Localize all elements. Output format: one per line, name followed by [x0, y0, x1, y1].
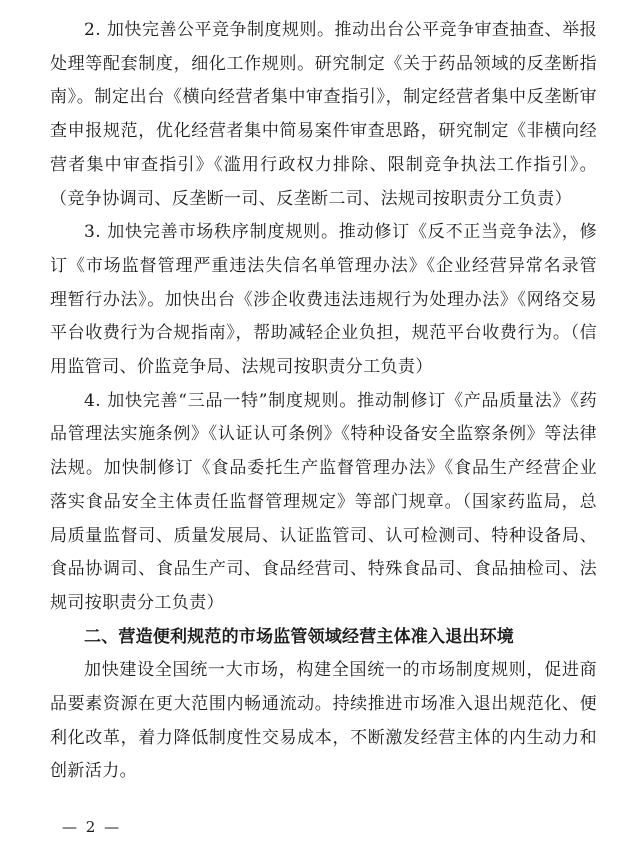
paragraph-fair-competition: 2. 加快完善公平竞争制度规则。推动出台公平竞争审查抽查、举报处理等配套制度，细化工作规则。研究制定《关于药品领域的反垄断指南》。制定出台《横向经营者集中审查指引》，制定经营者集中反垄断审查申报规范，优化经营者集中简易案件审查思路，研究制定《非横向经营者集中审查指引》《滥用行政权力排除、限制竞争执法工作指引》。（竞争协调司、反垄断一司、反垄断二司、法规司按职责分工负责） [50, 20, 597, 209]
paragraph-unified-market: 加快建设全国统一大市场，构建全国统一的市场制度规则，促进商品要素资源在更大范围内畅通流动。持续推进市场准入退出规范化、便利化改革，着力降低制度性交易成本，不断激发经营主体的内生动力和创新活力。 [50, 660, 597, 782]
section-heading: 二、营造便利规范的市场监管领域经营主体准入退出环境 [84, 626, 514, 647]
paragraph-market-order: 3. 加快完善市场秩序制度规则。推动修订《反不正当竞争法》，修订《市场监督管理严重违法失信名单管理办法》《企业经营异常名录管理暂行办法》。加快出台《涉企收费违法违规行为处理办法》《网络交易平台收费行为合规指南》，帮助减轻企业负担，规范平台收费行为。（信用监管司、价监竞争局、法规司按职责分工负责） [50, 222, 597, 378]
paragraph-three-products: 4. 加快完善“三品一特”制度规则。推动制修订《产品质量法》《药品管理法实施条例》《认证认可条例》《特种设备安全监察条例》等法律法规。加快制修订《食品委托生产监督管理办法》《食品生产经营企业落实食品安全主体责任监督管理规定》等部门规章。（国家药监局，总局质量监督司、质量发展局、认证监管司、认可检测司、特种设备局、食品协调司、食品生产司、食品经营司、特殊食品司、食品抽检司、法规司按职责分工负责） [50, 390, 597, 613]
page-number: — 2 — [62, 818, 122, 836]
document-body [50, 14, 597, 789]
